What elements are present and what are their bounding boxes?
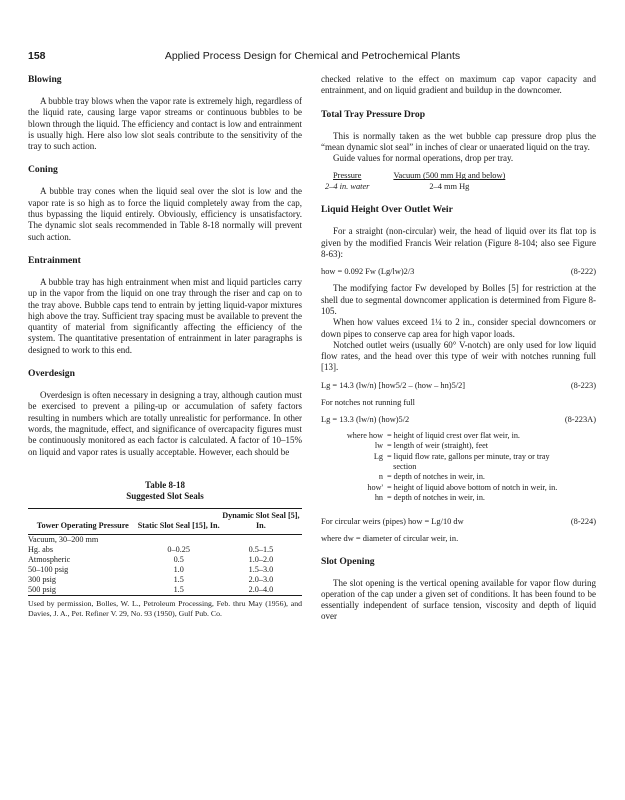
table-cell: 2.0–3.0 — [248, 574, 274, 584]
paragraph-slot-opening: The slot opening is the vertical opening available for vapor flow during operation of the cap under a given set of conditions. It has been found to be essentially independent of surface tension, viscosity and depth of liquid over — [321, 577, 596, 622]
table-cell: 0.5–1.5 — [248, 544, 274, 554]
table-cell: Atmospheric — [28, 554, 71, 564]
definition-text: = liquid flow rate, gallons per minute, tray or tray section — [387, 451, 550, 471]
definition-row — [321, 483, 596, 493]
table-cell: 1.0 — [173, 564, 184, 574]
definition-symbol: n — [378, 472, 383, 482]
equation-8-223A — [321, 414, 596, 425]
heading-blowing: Blowing — [28, 74, 62, 85]
pressure-guide-table — [321, 170, 596, 192]
table-cell: 300 psig — [28, 574, 56, 584]
definition-symbol: Lg — [373, 451, 383, 461]
equation-text: Lg = 13.3 (lw/n) (how)5/2 — [321, 414, 410, 424]
table-row — [28, 565, 302, 575]
paragraph-blowing: A bubble tray blows when the vapor rate is extremely high, regardless of the liquid rate, causing large vapor streams or continuous bubbles to be blown through the liquid. The efficiency and contact is low and entrainment is usually high. Here also low slot seals contribute to the sensitivity of the tray to such action. — [28, 96, 302, 152]
table-label: Table 8-18 — [145, 479, 185, 490]
paragraph-overdesign: Overdesign is often necessary in designing a tray, although caution must be exercised to prevent a piling-up or accumulation of safety factors resulting in numbers which are totally unrealistic for performance. In other words, the magnitude, effect, and significance of overcapacity figures must be continuously monitored as each factor is calculated. A factor of 10–15% on liquid and vapor rates is usually acceptable. However, each should be — [28, 390, 302, 457]
equation-8-222 — [321, 266, 596, 277]
table-cell: 0.5 — [173, 554, 184, 564]
heading-coning: Coning — [28, 164, 58, 176]
table-cell: 50–100 psig — [28, 564, 69, 574]
equation-8-224 — [321, 516, 596, 527]
equation-text: Lg = 14.3 (lw/n) [how5/2 – (how – hn)5/2] — [321, 380, 466, 390]
equation-number: (8-223A) — [564, 414, 596, 424]
table-header: Dynamic Slot Seal [5], In. — [222, 510, 300, 530]
definition-text: = depth of notches in weir, in. — [387, 472, 485, 482]
paragraph-special-downcomers: When how values exceed 1¼ to 2 in., consider special downcomers or down pipes to conserve cap area for high vapor loads. — [321, 317, 596, 339]
vacuum-col-header: Vacuum (500 mm Hg and below) — [393, 171, 506, 181]
table-cell — [220, 534, 302, 545]
table-row — [28, 545, 302, 555]
table-cell: 1.5 — [173, 574, 184, 584]
paragraph-notched-weirs: Notched outlet weirs (usually 60° V-notch) are only used for low liquid flow rates, and the head over this type of weir with notches running full [13]. — [321, 339, 596, 373]
paragraph-coning: A bubble tray cones when the liquid seal over the slot is low and the vapor rate is so high as to force the liquid completely away from the cap, thus bypassing the liquid entirely. Obviously, efficiency is unsatisfactory. The dynamic slot seals recommended in Table 8-18 normally will prevent such action. — [28, 186, 302, 242]
pressure-col-value: 2–4 in. water — [325, 182, 370, 192]
definition-symbol: where how — [346, 430, 383, 440]
definition-text: = height of liquid crest over flat weir, in. — [387, 430, 520, 440]
paragraph-pressure-drop: This is normally taken as the wet bubble cap pressure drop plus the “mean dynamic slot seal” in inches of clear or unaerated liquid on the tray. — [321, 130, 596, 152]
table-source-note: Used by permission, Bolles, W. L., Petroleum Processing, Feb. thru May (1956), and Davies, J. A., Pet. Refiner V. 29, No. 93 (1950), Gulf Pub. Co. — [28, 598, 302, 618]
equation-number: (8-223) — [570, 380, 596, 390]
heading-slot-opening: Slot Opening — [321, 555, 375, 567]
equation-number: (8-224) — [570, 516, 596, 526]
paragraph-entrainment: A bubble tray has high entrainment when mist and liquid particles carry up in the vapor from the liquid on one tray through the riser and cap on to the tray above. Bubble caps tend to entrain by jetting liquid-vapor mixtures high above the tray. Sufficient tray spacing must be available to prevent the quantity of material from significantly affecting the efficiency of the system. The quantitative presentation of entrainment in later paragraphs is designed to work to this end. — [28, 276, 302, 355]
table-row — [28, 555, 302, 565]
paragraph-bolles-factor: The modifying factor Fw developed by Bolles [5] for restriction at the shell due to segmental downcomer application is determined from Figure 8-105. — [321, 283, 596, 316]
circular-weir-definition: where dw = diameter of circular weir, in. — [321, 533, 459, 543]
table-cell: 1.0–2.0 — [248, 554, 274, 564]
table-cell — [138, 534, 220, 545]
equation-number: (8-222) — [570, 267, 596, 277]
definition-row — [321, 441, 596, 451]
table-title: Suggested Slot Seals — [126, 490, 204, 501]
table-row — [28, 534, 302, 545]
heading-entrainment: Entrainment — [28, 254, 81, 266]
slot-seal-table — [28, 508, 302, 596]
table-cell: 0–0.25 — [167, 544, 190, 554]
definition-symbol: hn — [374, 493, 383, 503]
definition-symbol: lw — [374, 441, 383, 451]
table-header: Tower Operating Pressure — [36, 520, 129, 530]
table-cell: Hg. abs — [28, 544, 54, 554]
table-row — [28, 575, 302, 585]
definition-row — [321, 431, 596, 441]
definition-row — [321, 472, 596, 482]
definition-row — [321, 493, 596, 503]
running-title: Applied Process Design for Chemical and Petrochemical Plants — [164, 50, 461, 62]
definition-text: = depth of notches in weir, in. — [387, 493, 485, 503]
table-header: Static Slot Seal [15], In. — [137, 520, 220, 530]
notch-note: For notches not running full — [321, 397, 415, 407]
table-cell: 1.5 — [173, 584, 184, 594]
paragraph-guide-values: Guide values for normal operations, drop per tray. — [333, 153, 514, 164]
paragraph-weir-intro: For a straight (non-circular) weir, the head of liquid over its flat top is given by the modified Francis Weir relation (Figure 8-104; also see Figure 8-63): — [321, 226, 596, 260]
left-column — [28, 74, 302, 619]
equation-text: For circular weirs (pipes) how = Lg/10 dw — [321, 516, 464, 526]
vacuum-col-value: 2–4 mm Hg — [429, 182, 470, 192]
definition-row — [321, 452, 596, 473]
page-header — [28, 50, 597, 66]
heading-liquid-height-weir: Liquid Height Over Outlet Weir — [321, 204, 453, 216]
table-cell: 500 psig — [28, 584, 56, 594]
definition-text: = length of weir (straight), feet — [387, 441, 489, 451]
equation-text: how = 0.092 Fw (Lg/lw)2/3 — [321, 267, 415, 277]
heading-overdesign: Overdesign — [28, 368, 75, 380]
definitions-list — [321, 431, 596, 504]
paragraph-continued: checked relative to the effect on maximum cap vapor capacity and entrainment, and on liquid gradient and buildup in the downcomer. — [321, 74, 596, 96]
right-column — [321, 74, 596, 623]
heading-total-tray-pressure-drop: Total Tray Pressure Drop — [321, 108, 426, 120]
definition-text: = height of liquid above bottom of notch in weir, in. — [387, 482, 558, 492]
equation-8-223 — [321, 380, 596, 391]
page-number: 158 — [28, 50, 46, 62]
table-cell: 1.5–3.0 — [248, 564, 274, 574]
table-cell: 2.0–4.0 — [248, 584, 274, 594]
table-cell: Vacuum, 30–200 mm — [28, 534, 99, 544]
pressure-col-header: Pressure — [333, 171, 362, 181]
table-row — [28, 585, 302, 596]
definition-symbol: how' — [367, 482, 383, 492]
